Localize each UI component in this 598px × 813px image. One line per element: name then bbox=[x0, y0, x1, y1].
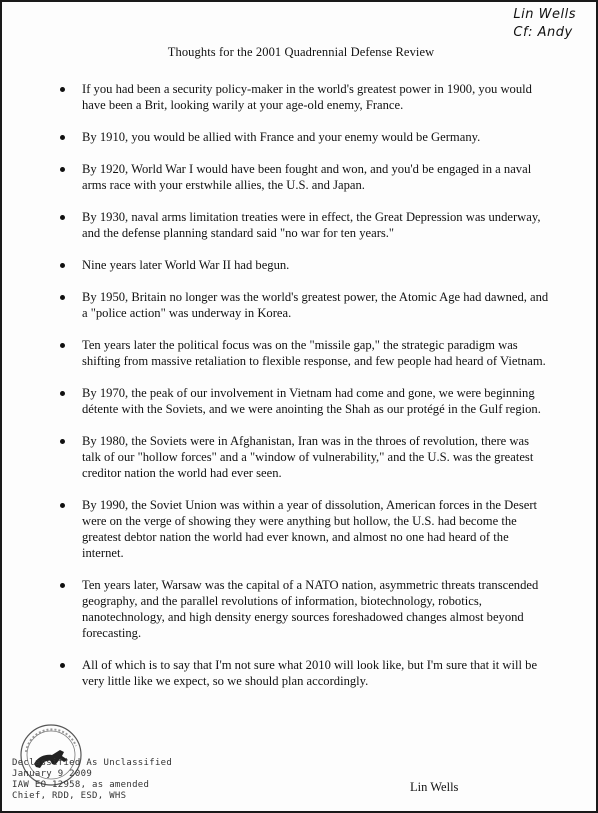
bullet-dot bbox=[60, 439, 65, 444]
bullet-dot bbox=[60, 167, 65, 172]
bullet-dot bbox=[60, 583, 65, 588]
handwritten-annotation bbox=[513, 6, 576, 42]
document-title: Thoughts for the 2001 Quadrennial Defense Review bbox=[167, 45, 435, 59]
bullet-text: By 1920, World War I would have been fought and won, and you'd be engaged in a naval arms race with your erstwhile allies, the U.S. and Japan. bbox=[82, 162, 532, 192]
bullet-dot bbox=[60, 503, 65, 508]
bullet-text: Ten years later, Warsaw was the capital of a NATO nation, asymmetric threats transcended geography, and the parallel revolutions of information, biotechnology, robotics, nanotechnology, and high density energy sources foreshadowed changes almost beyond forecasting. bbox=[82, 578, 539, 640]
bullet-dot bbox=[60, 295, 65, 300]
bullet-text: By 1950, Britain no longer was the world's greatest power, the Atomic Age had dawned, and a "police action" was underway in Korea. bbox=[82, 290, 549, 320]
bullet-text: By 1970, the peak of our involvement in Vietnam had come and gone, we were beginning détente with the Soviets, and we were anointing the Shah as our protégé in the Gulf region. bbox=[82, 386, 541, 416]
bullet-text: By 1990, the Soviet Union was within a year of dissolution, American forces in the Desert were on the verge of showing they were anything but hollow, the U.S. had become the greatest debtor nation the world had ever known, and almost no one had heard of the internet. bbox=[82, 498, 538, 560]
bullet-item-6 bbox=[60, 289, 550, 321]
bullet-item-10 bbox=[60, 497, 550, 561]
bullet-dot bbox=[60, 263, 65, 268]
handwritten-cc: Cf: Andy bbox=[513, 25, 573, 40]
bullet-dot bbox=[60, 343, 65, 348]
bullet-text: Nine years later World War II had begun. bbox=[82, 258, 290, 272]
bullet-text: By 1930, naval arms limitation treaties were in effect, the Great Depression was underway, and the defense planning standard said "no war for ten years." bbox=[82, 210, 541, 240]
handwritten-name: Lin Wells bbox=[513, 7, 576, 22]
bullet-dot bbox=[60, 215, 65, 220]
bullet-item-4 bbox=[60, 209, 550, 241]
bullet-text: If you had been a security policy-maker in the world's greatest power in 1900, you would have been a Brit, looking warily at your age-old enemy, France. bbox=[82, 82, 532, 112]
bullet-text: By 1980, the Soviets were in Afghanistan, Iran was in the throes of revolution, there was talk of our "hollow forces" and a "window of vulnerability," and the U.S. was the greatest creditor nation the world had ever seen. bbox=[82, 434, 534, 480]
declass-line: IAW EO 12958, as amended bbox=[12, 780, 150, 790]
bullet-item-9 bbox=[60, 433, 550, 481]
declass-line: Chief, RDD, ESD, WHS bbox=[12, 791, 127, 801]
bullet-dot bbox=[60, 87, 65, 92]
bullet-item-5 bbox=[60, 257, 550, 273]
bullet-item-1 bbox=[60, 81, 550, 113]
bullet-item-3 bbox=[60, 161, 550, 193]
bullet-dot bbox=[60, 135, 65, 140]
bullet-text: All of which is to say that I'm not sure what 2010 will look like, but I'm sure that it will be very little like we expect, so we should plan accordingly. bbox=[82, 658, 538, 688]
bullet-item-2 bbox=[60, 129, 550, 145]
bullet-text: By 1910, you would be allied with France and your enemy would be Germany. bbox=[82, 130, 481, 144]
bullet-item-7 bbox=[60, 337, 550, 369]
bullet-list bbox=[60, 81, 550, 689]
bullet-item-12 bbox=[60, 657, 550, 689]
bullet-text: Ten years later the political focus was on the "missile gap," the strategic paradigm was shifting from massive retaliation to flexible response, and few people had heard of Vietnam. bbox=[82, 338, 546, 368]
bullet-item-11 bbox=[60, 577, 550, 641]
bullet-dot bbox=[60, 663, 65, 668]
bullet-dot bbox=[60, 391, 65, 396]
signature-name: Lin Wells bbox=[410, 780, 459, 794]
declass-line: January 9 2009 bbox=[12, 769, 93, 779]
declass-line: Declassified As Unclassified bbox=[12, 758, 173, 768]
bullet-item-8 bbox=[60, 385, 550, 417]
declassification-stamp bbox=[12, 758, 172, 802]
